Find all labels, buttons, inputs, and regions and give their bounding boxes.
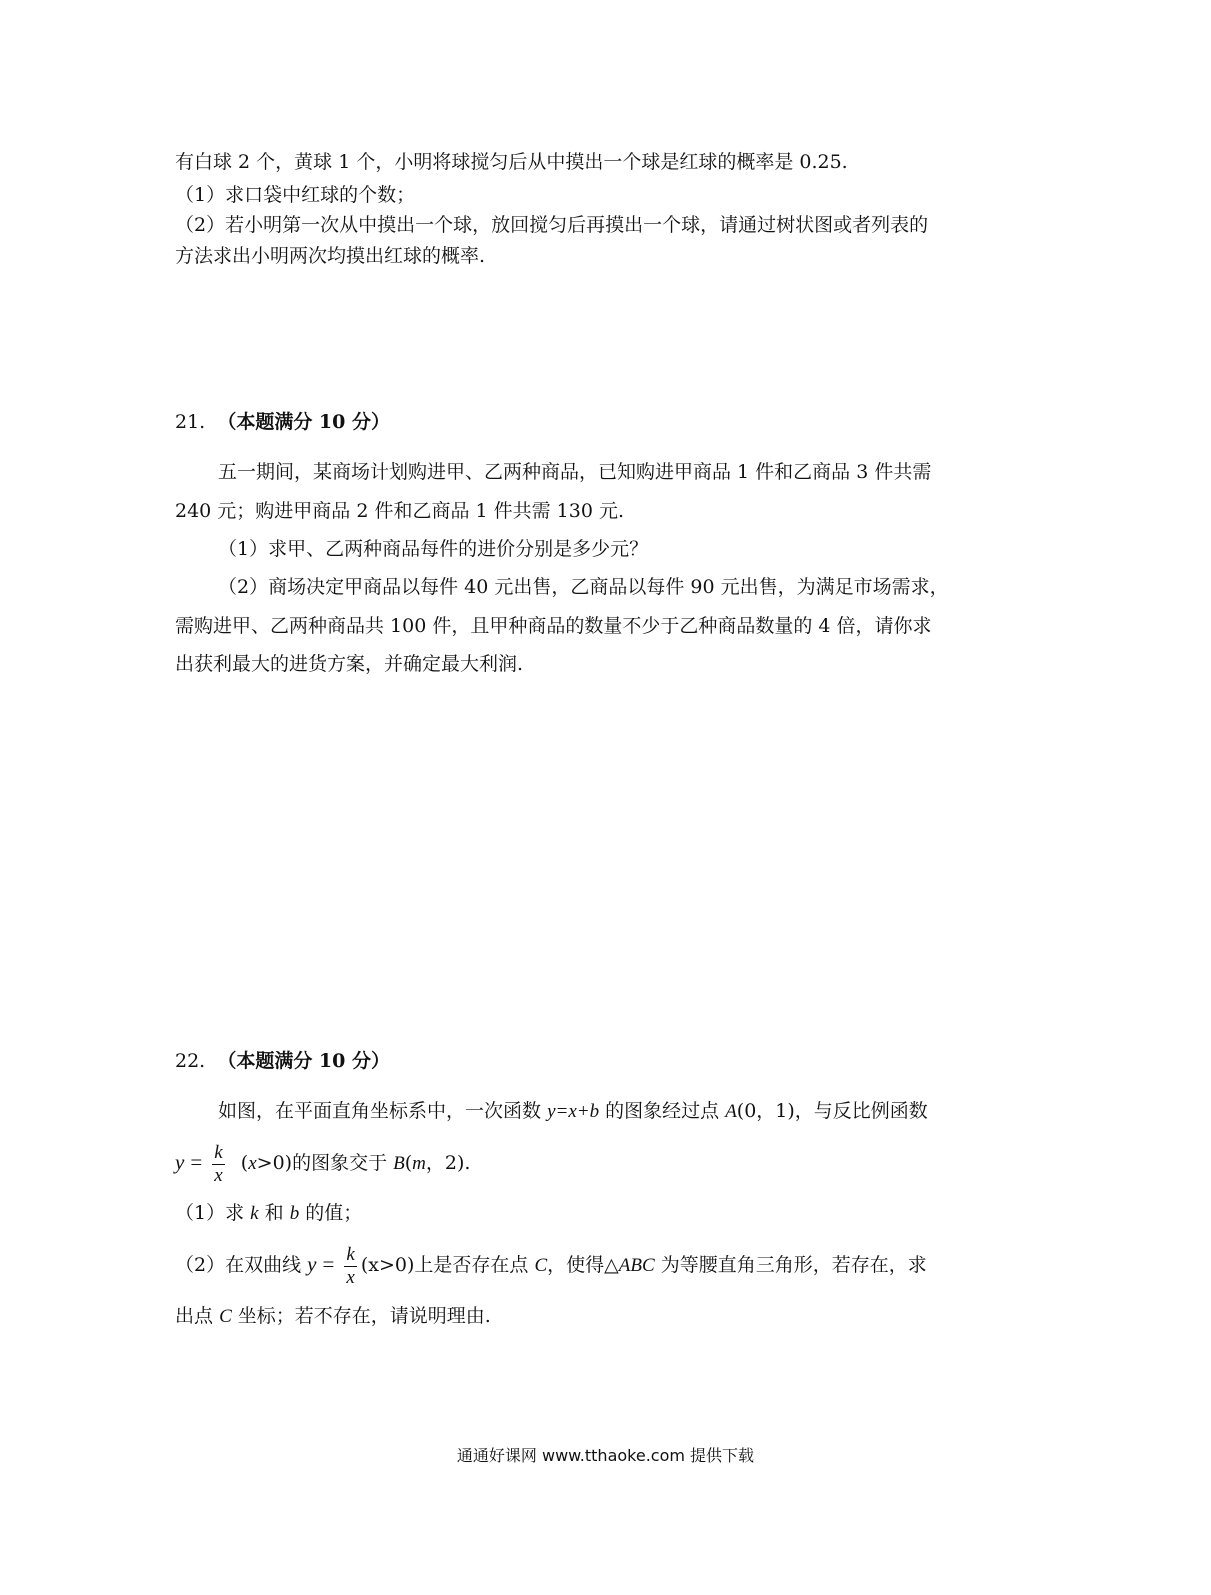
q22-heading [175, 1049, 390, 1073]
q22-var-x: x [248, 1153, 257, 1174]
q20-part1: （1）求口袋中红球的个数； [175, 184, 416, 206]
q21-points: （本题满分 10 分） [217, 411, 390, 433]
q22-stem-a-text2: 的图象经过点 [605, 1100, 720, 1122]
q22-part2-text4: 出点 [175, 1305, 214, 1327]
q22-points: （本题满分 10 分） [217, 1050, 390, 1072]
q22-stem-a [218, 1099, 928, 1124]
q21-heading [175, 410, 390, 434]
q22-part2-text5: 坐标；若不存在，请说明理由. [237, 1305, 491, 1327]
q22-part2-fraction-k-over-x [344, 1244, 356, 1289]
q22-stem-a-text3: (0，1)，与反比例函数 [736, 1100, 928, 1122]
q22-stem-b [175, 1140, 470, 1187]
q22-point-c-2: C [219, 1306, 232, 1327]
q22-var-k: k [250, 1203, 259, 1224]
q22-var-m: m [412, 1153, 426, 1174]
q21-stem-a: 五一期间，某商场计划购进甲、乙两种商品，已知购进甲商品 1 件和乙商品 3 件共需 [218, 461, 932, 483]
q22-frac-numerator: k [214, 1141, 223, 1163]
q22-number: 22. [175, 1050, 206, 1072]
q22-triangle-abc: ABC [618, 1255, 655, 1276]
q22-part2-frac-y: y [307, 1252, 317, 1276]
q20-line1: 有白球 2 个，黄球 1 个，小明将球搅匀后从中摸出一个球是红球的概率是 0.25. [175, 151, 848, 173]
q21-part1: （1）求甲、乙两种商品每件的进价分别是多少元？ [218, 538, 649, 560]
q22-frac-y: y [175, 1150, 185, 1174]
q22-part2-frac-denominator: x [346, 1266, 355, 1288]
q21-stem-b: 240 元；购进甲商品 2 件和乙商品 1 件共需 130 元. [175, 500, 625, 522]
q22-stem-b-text3: ( [404, 1152, 413, 1174]
q22-linear-function: y=x+b [547, 1101, 600, 1122]
q22-part1-text3: 的值； [305, 1202, 363, 1224]
q22-stem-a-text1: 如图，在平面直角坐标系中，一次函数 [218, 1100, 542, 1122]
q22-part2-b [175, 1304, 491, 1329]
q22-part1 [175, 1201, 362, 1226]
page-footer: 通通好课网 www.tthaoke.com 提供下载 [456, 1446, 755, 1465]
q22-part2-a [175, 1242, 927, 1289]
q22-point-c: C [534, 1255, 548, 1276]
q22-part2-text3: 为等腰直角三角形，若存在，求 [660, 1254, 927, 1276]
q22-part2-domain: (x>0)上是否存在点 [360, 1254, 529, 1276]
q22-point-b: B [393, 1153, 405, 1174]
q22-part2-frac-equals: = [322, 1252, 335, 1276]
q21-part2-a: （2）商场决定甲商品以每件 40 元出售，乙商品以每件 90 元出售，为满足市场需求， [218, 576, 949, 598]
q22-stem-b-text4: ，2). [425, 1152, 471, 1174]
q22-point-a: A [725, 1101, 737, 1122]
q20-part2-b: 方法求出小明两次均摸出红球的概率. [175, 245, 486, 267]
q21-part2-b: 需购进甲、乙两种商品共 100 件，且甲种商品的数量不少于乙种商品数量的 4 倍，请你求 [175, 615, 932, 637]
q22-part1-text1: （1）求 [175, 1202, 245, 1224]
q22-part2-text2: ，使得△ [547, 1254, 619, 1276]
q22-var-b: b [289, 1203, 300, 1224]
q22-stem-b-text1: ( [240, 1152, 249, 1174]
q21-number: 21. [175, 411, 206, 433]
q22-part2-text1: （2）在双曲线 [175, 1254, 302, 1276]
q22-part1-text2: 和 [264, 1202, 284, 1224]
q21-part2-c: 出获利最大的进货方案，并确定最大利润. [175, 653, 524, 675]
q22-fraction-k-over-x [212, 1142, 224, 1187]
q22-frac-denominator: x [214, 1164, 223, 1186]
q20-part2-a: （2）若小明第一次从中摸出一个球，放回搅匀后再摸出一个球，请通过树状图或者列表的 [175, 214, 929, 236]
q22-stem-b-text2: >0)的图象交于 [256, 1152, 388, 1174]
q22-part2-frac-numerator: k [346, 1243, 355, 1265]
q22-frac-equals: = [190, 1150, 203, 1174]
